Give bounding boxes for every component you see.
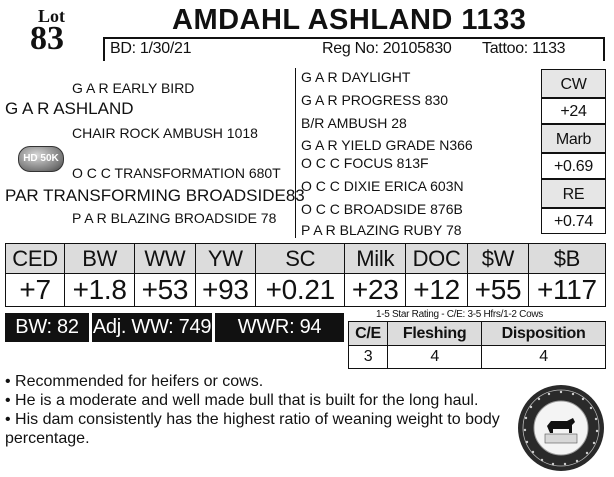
note-item: • His dam consistently has the highest ratio of weaning weight to body percentage. (5, 411, 500, 447)
epd-header: BW (65, 244, 135, 274)
header-right-border (603, 37, 605, 61)
birth-weight: BW: 82 (5, 313, 89, 342)
birth-date: BD: 1/30/21 (110, 40, 192, 57)
grand-ancestor-8: P A R BLAZING RUBY 78 (301, 222, 462, 238)
score-value: 4 (482, 346, 606, 369)
epd-header: $B (528, 244, 605, 274)
note-item: • Recommended for heifers or cows. (5, 373, 264, 390)
cw-label: CW (541, 69, 606, 98)
grand-ancestor-1: G A R DAYLIGHT (301, 69, 411, 85)
epd-table (5, 243, 606, 307)
dam-dam: P A R BLAZING BROADSIDE 78 (72, 210, 277, 226)
score-value: 3 (349, 346, 388, 369)
re-value: +0.74 (541, 208, 606, 234)
epd-header: CED (6, 244, 65, 274)
sire-sire: G A R EARLY BIRD (72, 80, 195, 96)
epd-value: +23 (345, 274, 405, 307)
cw-value: +24 (541, 98, 606, 124)
lot-label: Lot (38, 6, 65, 26)
tattoo: Tattoo: 1133 (482, 40, 566, 57)
dam-sire: O C C TRANSFORMATION 680T (72, 165, 281, 181)
score-table (348, 321, 606, 369)
hd-50k-badge-icon: HD 50K (18, 146, 64, 172)
grand-ancestor-4: G A R YIELD GRADE N366 (301, 137, 473, 153)
epd-value-row (6, 274, 606, 307)
epd-value: +7 (6, 274, 65, 307)
score-value: 4 (388, 346, 482, 369)
marb-value: +0.69 (541, 153, 606, 179)
animal-name: AMDAHL ASHLAND 1133 (172, 4, 527, 36)
score-header-row (349, 322, 606, 346)
epd-header: YW (195, 244, 255, 274)
adjusted-weaning-weight: Adj. WW: 749 (92, 313, 212, 342)
pedigree-divider (295, 68, 296, 238)
score-header: Fleshing (388, 322, 482, 346)
description-notes (5, 372, 505, 448)
grand-ancestor-5: O C C FOCUS 813F (301, 155, 429, 171)
epd-header: Milk (345, 244, 405, 274)
header-divider (103, 37, 605, 39)
epd-value: +53 (135, 274, 195, 307)
epd-header: DOC (405, 244, 467, 274)
grand-ancestor-3: B/R AMBUSH 28 (301, 115, 407, 131)
registration-number: Reg No: 20105830 (322, 40, 452, 57)
certified-angus-beef-seal-icon (517, 384, 605, 472)
epd-value: +55 (468, 274, 528, 307)
sire: G A R ASHLAND (5, 99, 134, 118)
star-rating-note: 1-5 Star Rating - C/E: 3-5 Hfrs/1-2 Cows (376, 309, 543, 320)
grand-ancestor-7: O C C BROADSIDE 876B (301, 201, 463, 217)
epd-header: SC (256, 244, 345, 274)
re-label: RE (541, 179, 606, 208)
epd-value: +93 (195, 274, 255, 307)
score-header: Disposition (482, 322, 606, 346)
score-header: C/E (349, 322, 388, 346)
grand-ancestor-2: G A R PROGRESS 830 (301, 92, 449, 108)
epd-value: +12 (405, 274, 467, 307)
dam: PAR TRANSFORMING BROADSIDE83 (5, 186, 305, 205)
grand-ancestor-6: O C C DIXIE ERICA 603N (301, 178, 464, 194)
sire-dam: CHAIR ROCK AMBUSH 1018 (72, 125, 258, 141)
score-value-row (349, 346, 606, 369)
epd-header: WW (135, 244, 195, 274)
epd-value: +117 (528, 274, 605, 307)
lot-number: 83 (30, 20, 64, 57)
epd-value: +0.21 (256, 274, 345, 307)
header-left-border (103, 37, 105, 61)
epd-header: $W (468, 244, 528, 274)
epd-value: +1.8 (65, 274, 135, 307)
epd-header-row (6, 244, 606, 274)
marb-label: Marb (541, 124, 606, 153)
note-item: • He is a moderate and well made bull that is built for the long haul. (5, 392, 479, 409)
weaning-weight-ratio: WWR: 94 (215, 313, 344, 342)
